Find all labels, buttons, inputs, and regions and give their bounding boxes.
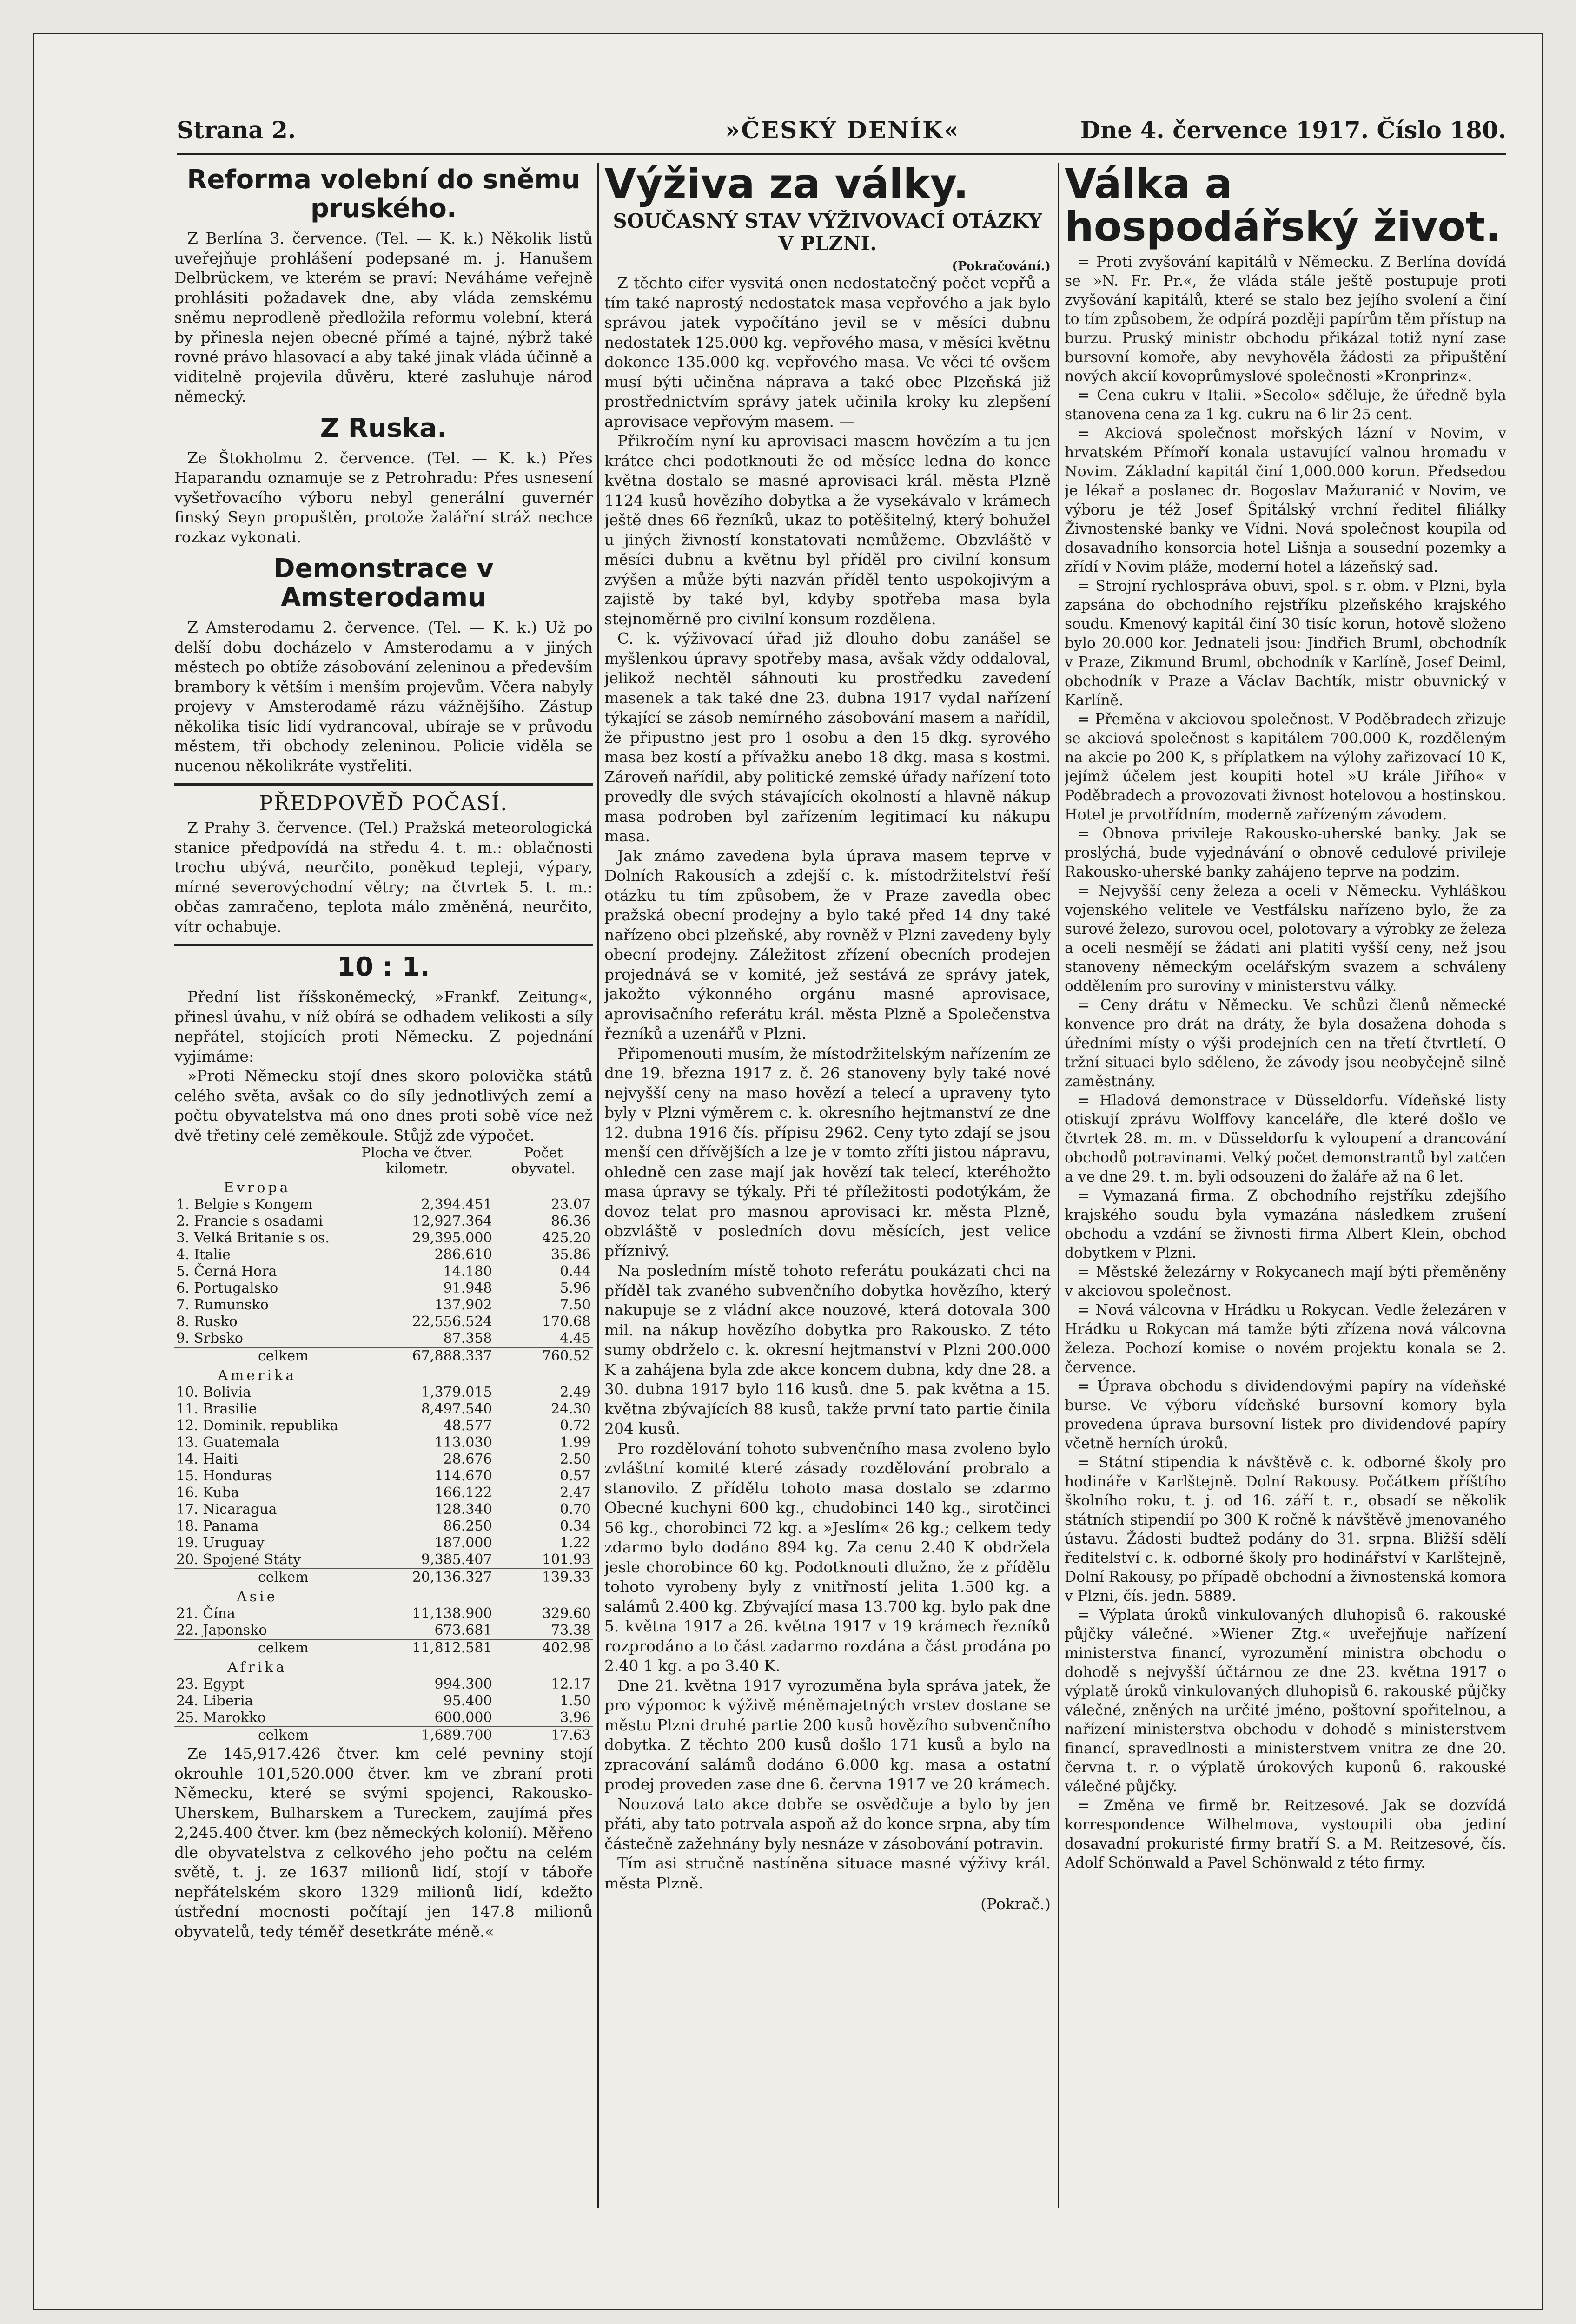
headline: PŘEDPOVĚĎ POČASÍ. [259,792,508,815]
article-prussian-reform [174,165,593,407]
table-cell-population: 73.38 [551,1622,591,1638]
article-paragraph: C. k. výživovací úřad již dlouho dobu zanášel se myšlenkou úpravy spotřeby masa, avšak vždy oddaloval, jelikož nechtěl sáhnouti ku prostředku zavedení masenek a tak také dne 23. dubna 1917 vydal nařízení týkající se zásob nemírného zásobování masem a nařídil, že připustno jest pro 1 osobu a den 15 dkg. syrového masa bez kostí a přívažku anebo 18 dkg. masa s kostmi. Zároveň nařídil, aby politické zemské úřady nařízení toto provedly dle svých stávajících okolností a hlavně nákup masa podroben byl zařízením legitimací ku nákupu masa. [604,629,1051,845]
news-item: = Výplata úroků vinkulovaných dluhopisů 6. rakouské půjčky válečné. »Wiener Ztg.« uveřejňuje nařízení ministerstva financí, vyrozumění ministra obchodu o dohodě s nejvyšší účtárnou ze dne 23. května 1917 o výplatě úroků vinkulovaných dluhopisů 6. rakouské půjčky válečné, zněných na určité jméno, poštovní spořitelnou, a nařízení ministerstva obchodu v dohodě s ministerstvem financí, spravedlnosti a ministerstvem vnitra ze dne 20. června t. r. o výplatě úrokových kuponů 6. rakouské válečné půjčky. [1065,1607,1506,1795]
table-cell-area: 28.676 [443,1451,492,1467]
table-cell-country: 11. Brasilie [176,1401,257,1417]
table-cell-country: 15. Honduras [176,1468,272,1484]
table-cell-area: 286.610 [434,1247,492,1263]
table-cell-country: celkem [174,1639,340,1657]
table-cell-area: 14.180 [443,1263,492,1280]
table-cell-country: 20. Spojené Státy [176,1552,301,1568]
page-number: Strana 2. [177,116,296,144]
table-cell-country: 6. Portugalsko [176,1280,278,1296]
news-item: = Vymazaná firma. Z obchodního rejstříku zdejšího krajského soudu byla vymazána následkem zrušení obchodu a vzdání se živnosti firma Albert Klein, obchod dobytkem v Plzni. [1065,1188,1506,1261]
table-cell-area: 67,888.337 [340,1347,494,1365]
table-row [174,1605,593,1622]
table-cell-population: 4.45 [560,1330,591,1347]
table-cell-population: 2.50 [560,1451,591,1467]
article-paragraph: Jak známo zavedena byla úprava masem teprve v Dolních Rakousích a zdejší c. k. místodržitelství řeší otázku tu tím způsobem, že v Praze zavedla obec pražská obecní prodejny a bylo také před 14 dny také nařízeno obci plzeňské, aby rovněž v Plzni zavedeny byly obecní prodejny. Záležitost zřízení obecních prodejen projednává se v komité, jež sestává ze správy jatek, jakožto výkonného orgánu masné aprovisace, aprovisačního referátu král. města Plzně a Společenstva řezníků a uzenářů v Plzni. [604,846,1051,1043]
table-row [174,1280,593,1297]
news-item: = Nová válcovna v Hrádku u Rokycan. Vedle železáren v Hrádku u Rokycan má tamže býti zřízena nová válcovna železa. Pochozí komise o novém projektu konala se 2. července. [1065,1302,1506,1376]
table-cell-country: 5. Černá Hora [176,1263,277,1280]
table-cell-country: 19. Uruguay [176,1535,265,1551]
table-cell-country: 1. Belgie s Kongem [176,1196,312,1213]
continuation-mark: (Pokrač.) [980,1895,1051,1913]
article-body [604,273,1051,1893]
table-header: Počet obyvatel. [511,1145,576,1177]
article-intro: Přední list říšskoněmecký, »Frankf. Zeitung«, přinesl úvahu, v níž obírá se odhadem velikosti a síly nepřátel, stojících proti Německu. Z pojednání vyjímáme: [174,988,593,1065]
table-cell-population: 1.22 [560,1535,591,1551]
table-group-label: Asie [237,1589,278,1605]
table-cell-area: 187.000 [434,1535,492,1551]
issue-date: Dne 4. července 1917. Číslo 180. [1080,116,1506,144]
population-table [174,1145,593,1744]
article-paragraph: Tím asi stručně nastíněna situace masné výživy král. města Plzně. [604,1854,1051,1892]
table-row [174,1518,593,1535]
table-row [174,1485,593,1501]
article-text: Z Amsterodamu 2. července. (Tel. — K. k.) Už po delší dobu docházelo v Amsterodamu a v jiných městech po obtíže zásobování zeleninou a především brambory k větším i menším projevům. Včera nabyly projevy v Amsterodamě rázu vážnějšího. Zástup několika tisíc lidí vydrancoval, ubíraje se v průvodu městem, tři obchody zeleninou. Policie viděla se nucenou několikráte vystřeliti. [174,618,593,775]
table-cell-population: 3.96 [560,1710,591,1726]
article-paragraph: Na posledním místě tohoto referátu poukázati chci na příděl tak zvaného subvenčního dobytka hovězího, který nakupuje se z vládní akce nouzové, která dotovala 300 mil. na nákup hovězího dobytka pro Rakousko. Z této sumy obdrželo c. k. okresní hejtmanství v Plzni 200.000 K a zahájena byla zde akce koncem dubna, kdy dne 28. a 30. dubna 1917 bylo 116 kusů. dne 5. pak května a 15. května zbývajících 88 kusů, takže první tato partie činila 204 kusů. [604,1261,1051,1438]
table-cell-population: 101.93 [542,1552,591,1568]
table-cell-area: 48.577 [443,1418,492,1434]
table-row [174,1434,593,1451]
table-cell-country: 13. Guatemala [176,1434,280,1451]
table-cell-population: 2.49 [560,1384,591,1400]
table-cell-area: 1,689.700 [340,1727,494,1744]
headline: 10 : 1. [337,952,430,982]
table-cell-area: 8,497.540 [421,1401,492,1417]
table-row [174,1693,593,1710]
table-cell-area: 9,385.407 [421,1552,492,1568]
table-cell-population: 7.50 [560,1297,591,1313]
table-cell-country: celkem [174,1569,340,1586]
table-cell-area: 91.948 [443,1280,492,1296]
news-item: = Strojní rychlospráva obuvi, spol. s r. obm. v Plzni, byla zapsána do obchodního rejstříku plzeňského krajského soudu. Kmenový kapitál činí 30 tisíc korun, hotově složeno bylo 20.000 kor. Jednateli jsou: Jindřich Bruml, obchodník v Praze, Zikmund Bruml, obchodník v Karlíně, Josef Deiml, obchodník v Praze a Václav Bachtík, mistr obuvnický v Karlíně. [1065,578,1506,709]
article-paragraph: Pro rozdělování tohoto subvenčního masa zvoleno bylo zvláštní komité které zásady rozdělování probralo a stanovilo. Z přídělu tohoto masa dostalo se zdarmo Obecné kuchyni 600 kg., chudobinci 140 kg., sirotčinci 56 kg., chorobinci 72 kg. a »Jeslím« 26 kg.; celkem tedy zdarmo bylo dodáno 894 kg. Za cenu 2.40 K obdržela jesle chorobince 60 kg. Podotknouti dlužno, že z přídělu tohoto vyrobeny byly z vnitřností jelita 1.500 kg. a salámů 2.400 kg. Zbývající masa 13.700 kg. bylo pak dne 5. května 1917 a 26. května 1917 v 19 krámech řezníků rozprodáno a to část zadarmo rozdána a část prodána po 2.40 1 kg. a po 3.40 K. [604,1439,1051,1675]
article-text: Z Prahy 3. července. (Tel.) Pražská meteorologická stanice předpovídá na středu 4. t. m.: oblačnosti trochu ubývá, neurčito, poněkud tepleji, výpary, mírné severovýchodní větry; na čtvrtek 5. t. m.: občas zamračeno, teplota málo změněná, neurčito, vítr ochabuje. [174,819,593,936]
table-row [174,1535,593,1552]
table-cell-area: 994.300 [434,1676,492,1692]
table-cell-country: 22. Japonsko [176,1622,267,1638]
table-row [174,1622,593,1639]
table-cell-country: 4. Italie [176,1247,231,1263]
table-row [174,1196,593,1213]
table-cell-country: 2. Francie s osadami [176,1213,323,1229]
table-cell-country: 17. Nicaragua [176,1501,277,1518]
table-total-row [174,1569,593,1586]
news-item: = Státní stipendia k návštěvě c. k. odborné školy pro hodináře v Karlštejně. Dolní Rakousy. Počátkem příštího školního roku, t. j. od 16. září t. r., obsadí se několik státních stipendií po 300 K ročně k návštěvě jmenovaného ústavu. Žádosti budtež podány do 31. srpna. Bližší sdělí ředitelství c. k. odborné školy pro hodinářství v Karlštejně, Dolní Rakousy, po případě obchodní a živnostenská komora v Plzni, čís. jedn. 5889. [1065,1454,1506,1604]
table-cell-country: 25. Marokko [176,1710,266,1726]
news-item: = Proti zvyšování kapitálů v Německu. Z Berlína dovídá se »N. Fr. Pr.«, že vláda stále ještě postupuje proti zvyšování kapitálů, které se stalo bez jejího svolení a činí to tím způsobem, že odpírá později papírům těm přístup na burzu. Pruský ministr obchodu přikázal totiž nyní zase bursovní komoře, aby nevyhověla žádosti za připuštění nových akcií kovoprůmyslové společnosti »Kronprinz«. [1065,254,1506,385]
table-total-row [174,1347,593,1365]
table-row [174,1418,593,1434]
table-cell-population: 0.57 [560,1468,591,1484]
table-cell-population: 0.44 [560,1263,591,1280]
news-item: = Akciová společnost mořských lázní v Novim, v hrvatském Přímoří konala ustavující valnou hromadu v Novim. Základní kapitál činí 1,000.000 korun. Předsedou je lékař a poslanec dr. Bogoslav Mažuranić v Novim, ve výboru je též Josef Špitálský vrchní ředitel filiálky Živnostenské banky ve Vídni. Nová společnost koupila od dosavadního konsorcia hotel Lišnja a sousední pozemky a zřídí v Novim pláže, moderní hotel a lázeňský sad. [1065,425,1506,575]
table-cell-population: 5.96 [560,1280,591,1296]
table-cell-population: 23.07 [551,1196,591,1213]
headline-food: Výživa za války. [604,163,969,208]
table-cell-population: 329.60 [542,1605,591,1622]
news-item: = Úprava obchodu s dividendovými papíry na vídeňské burse. Ve výboru vídeňské bursovní komory byla provedena úprava bursovní listek pro dividendové papíry včetně herních úroků. [1065,1378,1506,1452]
table-header: Plocha ve čtver. kilometr. [361,1145,473,1177]
table-cell-country: 24. Liberia [176,1693,253,1709]
table-cell-area: 128.340 [434,1501,492,1518]
table-cell-country: 12. Dominik. republika [176,1418,338,1434]
news-item: = Městské železárny v Rokycanech mají býti přeměněny v akciovou společnost. [1065,1264,1506,1300]
table-cell-population: 12.17 [551,1676,591,1692]
table-cell-population: 24.30 [551,1401,591,1417]
article-paragraph: Z těchto cifer vysvitá onen nedostatečný počet vepřů a tím také naprostý nedostatek masa vepřového a jak bylo správou jatek vypočítáno jevil se v měsíci dubnu nedostatek 125.000 kg. vepřového masa, v měsíci květnu dokonce 135.000 kg. vepřového masa. Ve věci té ovšem musí býti učiněna náprava a také obec Plzeňská již prostřednictvím správy jatek učinila kroky ku zlepšení aprovisace vepřovým masem. — [604,274,1051,430]
table-row [174,1330,593,1347]
column-middle [604,163,1051,2208]
table-cell-area: 166.122 [434,1485,492,1501]
column-rule-2 [1058,163,1059,2208]
table-cell-area: 22,556.524 [412,1314,492,1330]
news-item: = Hladová demonstrace v Düsseldorfu. Vídeňské listy otiskují zprávu Wolffovy kanceláře, dle které došlo ve čtvrtek 28. m. m. v Düsseldorfu k vyloupení a drancování obchodů potravinami. Velký počet demonstrantů byl zatčen a ve dne 29. t. m. byli odsouzeni do žaláře až na 6 let. [1065,1092,1506,1185]
headline: Z Ruska. [320,413,447,443]
table-row [174,1401,593,1418]
table-cell-population: 35.86 [551,1247,591,1263]
table-cell-country: 7. Rumunsko [176,1297,269,1313]
table-cell-area: 95.400 [443,1693,492,1709]
table-group-label: Evropa [224,1180,291,1196]
table-cell-population: 17.63 [494,1727,593,1744]
news-item: = Přeměna v akciovou společnost. V Poděbradech zřizuje se akciová společnost s kapitálem 700.000 K, rozděleným na akcie po 200 K, s příplatkem na výlohy zařizovací 10 K, jejímž účelem jest koupiti hotel »U krále Jiřího« v Poděbradech a provozovati živnost hotelovou a hostinskou. Hotel je prvotřídním, moderně zařízeným závodem. [1065,711,1506,823]
table-cell-area: 137.902 [434,1297,492,1313]
article-text: Z Berlína 3. července. (Tel. — K. k.) Několik listů uveřejňuje prohlášení podepsané m. j. Hanušem Delbrückem, ve kterém se praví: Neváháme veřejně prohlásiti požadavek dne, aby vláda zemskému sněmu neprodleně předložila reformu volební, která by přinesla nejen obecné přímé a tajné, nýbrž také rovné právo hlasovací a aby také jinak vláda účinně a viditelně projevila důvěru, které zasluhuje národ německý. [174,229,593,405]
article-weather [174,792,593,937]
headline-economy: Válka a hospodářský život. [1065,163,1501,251]
column-right [1065,163,1506,2208]
table-cell-area: 114.670 [434,1468,492,1484]
table-row [174,1710,593,1727]
table-cell-country: 10. Bolivia [176,1384,251,1400]
table-cell-area: 20,136.327 [340,1569,494,1586]
news-items [1065,253,1506,1873]
table-cell-country: 21. Čína [176,1605,236,1622]
table-cell-population: 425.20 [542,1230,591,1246]
table-cell-population: 2.47 [560,1485,591,1501]
table-cell-population: 402.98 [494,1639,593,1657]
table-cell-country: 16. Kuba [176,1485,239,1501]
continued-note: (Pokračování.) [952,259,1051,273]
table-group-label: Amerika [218,1367,297,1384]
table-cell-population: 0.70 [560,1501,591,1518]
table-cell-population: 139.33 [494,1569,593,1586]
column-rule-1 [597,163,599,2208]
table-row [174,1297,593,1314]
article-paragraph: Připomenouti musím, že místodržitelským nařízením ze dne 19. března 1917 z. č. 26 stanoveny byly také nové nejvyšší ceny na maso hovězí a telecí a upraveny tyto byly v Plzni výměrem c. k. okresního hejtmanství ze dne 12. dubna 1916 čís. přípisu 2962. Ceny tyto zdají se jsou menší cen dřívějších a lze je v tomto zříti jistou nápravu, ohledně cen zase mají jak hovězí tak telecí, kteréhožto masa úpravy se týkaly. Při té příležitosti podotýkám, že dovoz telat pro masnou aprovisaci kr. města Plzně, obzvláště v posledních dovu měsících, jest velice příznivý. [604,1044,1051,1260]
table-cell-area: 11,812.581 [340,1639,494,1657]
article-amsterdam [174,555,593,776]
table-row [174,1451,593,1468]
news-item: = Ceny drátu v Německu. Ve schůzi členů německé konvence pro drát na dráty, že byla dosažena dohoda s úředními místy o výši prodejních cen na třetí čtvrtletí. O tržní situaci bylo sděleno, že závody jsou neobyčejně silně zaměstnány. [1065,997,1506,1090]
table-cell-area: 113.030 [434,1434,492,1451]
news-item: = Obnova privileje Rakousko-uherské banky. Jak se proslýchá, bude vyjednávání o obnově cedulové privileje Rakousko-uherské banky zahájeno teprve na podzim. [1065,825,1506,880]
table-cell-area: 600.000 [434,1710,492,1726]
table-cell-country: 18. Panama [176,1518,259,1534]
table-cell-population: 760.52 [494,1347,593,1365]
table-cell-country: 9. Srbsko [176,1330,243,1347]
article-paragraph: Nouzová tato akce dobře se osvědčuje a bylo by jen přáti, aby tato potrvala aspoň až do konce srpna, aby tím částečně zažehnány byly nesnáze v zásobování potravin. [604,1795,1051,1853]
article-paragraph: Dne 21. května 1917 vyrozuměna byla správa jatek, že pro výpomoc k výživě méněmajetných vrstev dostane se městu Plzni druhé partie 200 kusů hovězího subvenčního dobytka. Z těchto 200 kusů došlo 171 kusů a bylo na zpracování salámů dodáno 6.000 kg. masa a ostatní prodej proveden zase dne 6. června 1917 ve 20 krámech. [604,1676,1051,1793]
section-divider [174,944,593,946]
table-row [174,1314,593,1330]
table-cell-area: 12,927.364 [412,1213,492,1229]
news-item: = Změna ve firmě br. Reitzesové. Jak se dozvídá korrespondence Wilhelmova, vystoupili oba jediní dosavadní prokuristé firmy bratří S. a M. Reitzesové, čís. Adolf Schönwald a Pavel Schönwald z této firmy. [1065,1797,1506,1871]
subheadline: SOUČASNÝ STAV VÝŽIVOVACÍ OTÁZKY V PLZNI. [613,210,1042,255]
article-outro: Ze 145,917.426 čtver. km celé pevniny stojí okrouhle 101,520.000 čtver. km ve zbraní proti Německu, které se svými spojenci, Rakousko-Uherskem, Bulharskem a Tureckem, zaujímá přes 2,245.400 čtver. km (bez německých kolonií). Měřeno dle obyvatelstva z celkového jeho počtu na celém světě, t. j. ze 1637 milionů lidí, stojí v táboře nepřátelském skoro 1329 milionů lidí, kdežto ústřední mocnosti počítají jen 147.8 milionů obyvatelů, tedy téměř desetkráte méně.« [174,1744,593,1941]
table-cell-country: celkem [174,1347,340,1365]
table-cell-area: 87.358 [443,1330,492,1347]
table-row [174,1468,593,1485]
table-cell-population: 86.36 [551,1213,591,1229]
table-row [174,1263,593,1280]
table-cell-country: 8. Rusko [176,1314,238,1330]
news-item: = Nejvyšší ceny železa a oceli v Německu. Vyhláškou vojenského velitele ve Vestfálsku nařízeno bylo, že za surové železo, surovou ocel, polotovary a výrobky ze železa a oceli nesmějí se žádati ani platiti vyšší ceny, než jsou stanoveny německým ocelářským svazem a schváleny oddělením pro suroviny v ministerstvu války. [1065,883,1506,995]
headline: Demonstrace v Amsterodamu [273,554,494,613]
table-cell-population: 0.34 [560,1518,591,1534]
table-row [174,1213,593,1230]
news-item: = Cena cukru v Italii. »Secolo« sděluje, že úředně byla stanovena cena za 1 kg. cukru na 6 lir 25 cent. [1065,387,1506,423]
table-cell-area: 29,395.000 [412,1230,492,1246]
table-cell-area: 11,138.900 [412,1605,492,1622]
table-row [174,1552,593,1569]
table-cell-population: 1.50 [560,1693,591,1709]
newspaper-title: »ČESKÝ DENÍK« [725,116,960,144]
table-cell-country: 3. Velká Britanie s os. [176,1230,330,1246]
section-divider [174,783,593,786]
table-cell-area: 673.681 [434,1622,492,1638]
table-total-row [174,1727,593,1744]
table-row [174,1676,593,1693]
page-header [177,112,1506,155]
table-cell-population: 170.68 [542,1314,591,1330]
table-total-row [174,1639,593,1657]
headline: Reforma volební do sněmu pruského. [187,165,580,224]
table-cell-area: 2,394.451 [421,1196,492,1213]
article-ten-to-one [174,953,593,1941]
table-cell-country: 14. Haiti [176,1451,238,1467]
table-cell-area: 86.250 [443,1518,492,1534]
table-row [174,1230,593,1247]
article-paragraph: Přikročím nyní ku aprovisaci masem hovězím a tu jen krátce chci podotknouti že od měsíce ledna do konce května dostalo se masné aprovisaci král. města Plzně 1124 kusů hovězího dobytka a že vysekávalo v krámech ještě dnes 66 řezníků, ukaz to potěšitelný, který bohužel u jiných živností konstatovati nemůžeme. Obzvláště v měsíci dubnu a květnu byl příděl pro civilní konsum zvýšen a může býti nazván příděl tento uspokojivým a zajistě by také byl, kdyby spotřeba masa byla stejnoměrně pro civilní konsum rozdělena. [604,432,1051,628]
column-left [174,163,593,2208]
table-cell-population: 0.72 [560,1418,591,1434]
table-cell-country: 23. Egypt [176,1676,245,1692]
article-russia [174,414,593,548]
table-cell-country: celkem [174,1727,340,1744]
table-cell-area: 1,379.015 [421,1384,492,1400]
table-row [174,1384,593,1401]
table-group-label: Afrika [227,1659,287,1676]
article-text: Ze Štokholmu 2. července. (Tel. — K. k.) Přes Haparandu oznamuje se z Petrohradu: Přes usnesení vyšetřovacího výboru nebyl generální guvernér finský Seyn propuštěn, protože žalářní stráž nechce rozkaz vykonati. [174,449,593,546]
table-cell-population: 1.99 [560,1434,591,1451]
table-row [174,1501,593,1518]
article-quote: »Proti Německu stojí dnes skoro polovička států celého světa, avšak co do síly jednotlivých zemí a počtu obyvatelstva má ono dnes proti sobě více než dvě třetiny celé zeměkoule. Stůjž zde výpočet. [174,1067,593,1144]
table-row [174,1247,593,1263]
